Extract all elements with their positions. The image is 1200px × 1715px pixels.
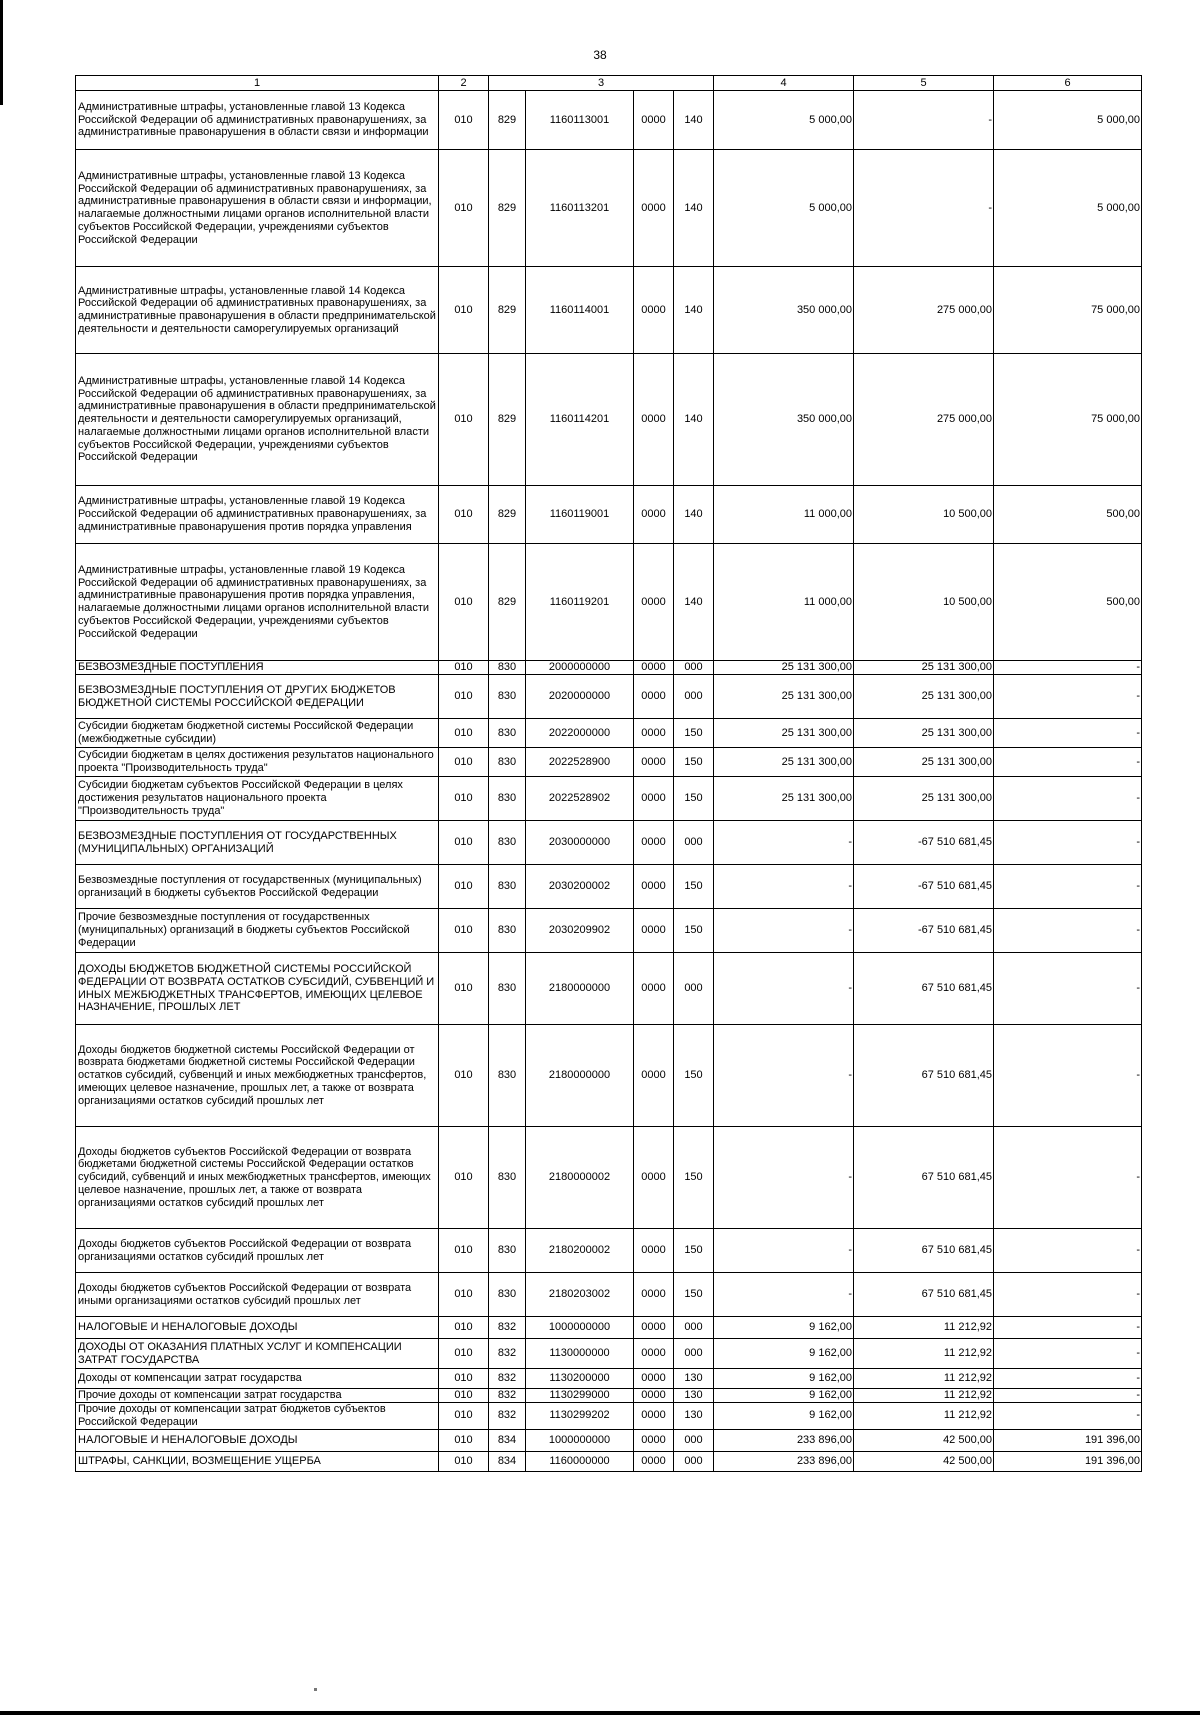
header-col-4: 4 [714, 76, 854, 91]
row-exec-value: 25 131 300,00 [854, 719, 994, 748]
table-row [76, 1273, 1142, 1317]
row-program-code: 0000 [634, 748, 674, 777]
row-name: Административные штрафы, установленные главой 14 Кодекса Российской Федерации об административных правонарушениях, за административные правонарушения в области предпринимательской деятельности и деятельности саморегулируемых организаций, налагаемые должностными лицами органов исполнительной власти субъектов Российской Федерации, учреждениями субъектов Российской Федерации [76, 354, 439, 486]
row-income-code: 2020000000 [526, 675, 634, 719]
row-name: ДОХОДЫ ОТ ОКАЗАНИЯ ПЛАТНЫХ УСЛУГ И КОМПЕНСАЦИИ ЗАТРАТ ГОСУДАРСТВА [76, 1339, 439, 1369]
row-admin-code: 830 [489, 1273, 526, 1317]
row-plan-value: 11 000,00 [714, 544, 854, 661]
table-row [76, 544, 1142, 661]
row-unexec-value: 500,00 [994, 486, 1142, 544]
row-name: Доходы бюджетов субъектов Российской Федерации от возврата иными организациями остатков субсидий прошлых лет [76, 1273, 439, 1317]
row-line-code: 010 [439, 748, 489, 777]
table-row [76, 150, 1142, 267]
row-exec-value: 25 131 300,00 [854, 748, 994, 777]
row-exec-value: - [854, 91, 994, 150]
table-row [76, 267, 1142, 354]
row-income-code: 1160119001 [526, 486, 634, 544]
row-type-code: 000 [674, 953, 714, 1025]
row-type-code: 150 [674, 909, 714, 953]
row-unexec-value: 75 000,00 [994, 354, 1142, 486]
row-unexec-value: - [994, 909, 1142, 953]
row-name: Прочие безвозмездные поступления от государственных (муниципальных) организаций в бюджеты субъектов Российской Федерации [76, 909, 439, 953]
row-unexec-value: 500,00 [994, 544, 1142, 661]
row-plan-value: 5 000,00 [714, 91, 854, 150]
row-program-code: 0000 [634, 1339, 674, 1369]
row-line-code: 010 [439, 150, 489, 267]
row-income-code: 1160113001 [526, 91, 634, 150]
row-admin-code: 829 [489, 486, 526, 544]
row-type-code: 130 [674, 1403, 714, 1430]
row-line-code: 010 [439, 1369, 489, 1389]
row-name: Доходы бюджетов субъектов Российской Федерации от возврата бюджетами бюджетной системы Российской Федерации остатков субсидий, субвенций и иных межбюджетных трансфертов, имеющих целевое назначение, прошлых лет, а также от возврата организациями остатков субсидий прошлых лет [76, 1127, 439, 1229]
row-name: Доходы бюджетов бюджетной системы Российской Федерации от возврата бюджетами бюджетной системы Российской Федерации остатков субсидий, субвенций и иных межбюджетных трансфертов, имеющих целевое назначение, прошлых лет, а также от возврата организациями остатков субсидий прошлых лет [76, 1025, 439, 1127]
row-plan-value: 5 000,00 [714, 150, 854, 267]
row-name: ДОХОДЫ БЮДЖЕТОВ БЮДЖЕТНОЙ СИСТЕМЫ РОССИЙСКОЙ ФЕДЕРАЦИИ ОТ ВОЗВРАТА ОСТАТКОВ СУБСИДИЙ, СУБВЕНЦИЙ И ИНЫХ МЕЖБЮДЖЕТНЫХ ТРАНСФЕРТОВ, ИМЕЮЩИХ ЦЕЛЕВОЕ НАЗНАЧЕНИЕ, ПРОШЛЫХ ЛЕТ [76, 953, 439, 1025]
table-row [76, 777, 1142, 821]
row-program-code: 0000 [634, 821, 674, 865]
row-income-code: 2180000002 [526, 1127, 634, 1229]
row-line-code: 010 [439, 1025, 489, 1127]
row-exec-value: 25 131 300,00 [854, 675, 994, 719]
row-exec-value: 25 131 300,00 [854, 661, 994, 675]
header-col-5: 5 [854, 76, 994, 91]
row-income-code: 2180000000 [526, 953, 634, 1025]
row-unexec-value: - [994, 1025, 1142, 1127]
row-plan-value: 25 131 300,00 [714, 719, 854, 748]
row-line-code: 010 [439, 821, 489, 865]
table-row [76, 1403, 1142, 1430]
row-admin-code: 830 [489, 865, 526, 909]
row-type-code: 150 [674, 748, 714, 777]
row-exec-value: 11 212,92 [854, 1403, 994, 1430]
row-admin-code: 830 [489, 748, 526, 777]
row-type-code: 140 [674, 91, 714, 150]
row-unexec-value: 5 000,00 [994, 91, 1142, 150]
row-program-code: 0000 [634, 1389, 674, 1403]
row-program-code: 0000 [634, 1369, 674, 1389]
row-unexec-value: - [994, 1339, 1142, 1369]
row-program-code: 0000 [634, 909, 674, 953]
row-name: Административные штрафы, установленные главой 13 Кодекса Российской Федерации об административных правонарушениях, за административные правонарушения в области связи и информации, налагаемые должностными лицами органов исполнительной власти субъектов Российской Федерации, учреждениями субъектов Российской Федерации [76, 150, 439, 267]
row-admin-code: 830 [489, 1229, 526, 1273]
row-admin-code: 830 [489, 661, 526, 675]
row-income-code: 1160114201 [526, 354, 634, 486]
row-plan-value: 25 131 300,00 [714, 777, 854, 821]
row-plan-value: - [714, 953, 854, 1025]
row-unexec-value: - [994, 1229, 1142, 1273]
row-admin-code: 832 [489, 1317, 526, 1339]
table-row [76, 821, 1142, 865]
row-type-code: 000 [674, 1339, 714, 1369]
table-row [76, 1229, 1142, 1273]
row-unexec-value: 5 000,00 [994, 150, 1142, 267]
row-line-code: 010 [439, 1429, 489, 1451]
row-unexec-value: - [994, 748, 1142, 777]
row-program-code: 0000 [634, 91, 674, 150]
row-plan-value: 9 162,00 [714, 1317, 854, 1339]
row-exec-value: 11 212,92 [854, 1369, 994, 1389]
row-plan-value: 350 000,00 [714, 354, 854, 486]
row-program-code: 0000 [634, 486, 674, 544]
row-unexec-value: - [994, 719, 1142, 748]
row-type-code: 000 [674, 1429, 714, 1451]
row-exec-value: 67 510 681,45 [854, 1273, 994, 1317]
row-unexec-value: - [994, 1127, 1142, 1229]
row-name: Субсидии бюджетам в целях достижения результатов национального проекта "Производительность труда" [76, 748, 439, 777]
row-program-code: 0000 [634, 865, 674, 909]
row-unexec-value: - [994, 821, 1142, 865]
row-type-code: 140 [674, 354, 714, 486]
row-plan-value: - [714, 821, 854, 865]
row-line-code: 010 [439, 719, 489, 748]
row-income-code: 2022000000 [526, 719, 634, 748]
row-name: ШТРАФЫ, САНКЦИИ, ВОЗМЕЩЕНИЕ УЩЕРБА [76, 1451, 439, 1471]
table-row [76, 354, 1142, 486]
row-program-code: 0000 [634, 953, 674, 1025]
row-line-code: 010 [439, 865, 489, 909]
row-income-code: 1130200000 [526, 1369, 634, 1389]
row-admin-code: 830 [489, 1127, 526, 1229]
row-admin-code: 829 [489, 150, 526, 267]
row-plan-value: 11 000,00 [714, 486, 854, 544]
row-unexec-value: 75 000,00 [994, 267, 1142, 354]
header-col-1: 1 [76, 76, 439, 91]
row-plan-value: 233 896,00 [714, 1451, 854, 1471]
page-number: 38 [593, 48, 607, 62]
row-program-code: 0000 [634, 1127, 674, 1229]
row-program-code: 0000 [634, 1273, 674, 1317]
table-row [76, 91, 1142, 150]
row-program-code: 0000 [634, 777, 674, 821]
row-plan-value: 25 131 300,00 [714, 675, 854, 719]
row-exec-value: 42 500,00 [854, 1451, 994, 1471]
row-name: Административные штрафы, установленные главой 19 Кодекса Российской Федерации об административных правонарушениях, за административные правонарушения против порядка управления [76, 486, 439, 544]
row-type-code: 000 [674, 675, 714, 719]
table-row [76, 1369, 1142, 1389]
row-type-code: 140 [674, 267, 714, 354]
row-program-code: 0000 [634, 719, 674, 748]
row-income-code: 1130000000 [526, 1339, 634, 1369]
row-plan-value: 9 162,00 [714, 1369, 854, 1389]
row-admin-code: 830 [489, 953, 526, 1025]
header-col-6: 6 [994, 76, 1142, 91]
table-row [76, 719, 1142, 748]
row-income-code: 2030000000 [526, 821, 634, 865]
table-row [76, 675, 1142, 719]
row-income-code: 2022528902 [526, 777, 634, 821]
row-line-code: 010 [439, 354, 489, 486]
row-program-code: 0000 [634, 675, 674, 719]
row-program-code: 0000 [634, 1025, 674, 1127]
row-admin-code: 832 [489, 1339, 526, 1369]
row-type-code: 000 [674, 821, 714, 865]
row-exec-value: 10 500,00 [854, 544, 994, 661]
row-income-code: 1130299000 [526, 1389, 634, 1403]
row-line-code: 010 [439, 675, 489, 719]
table-row [76, 486, 1142, 544]
row-program-code: 0000 [634, 1229, 674, 1273]
row-unexec-value: - [994, 675, 1142, 719]
row-exec-value: 11 212,92 [854, 1389, 994, 1403]
row-name: Административные штрафы, установленные главой 14 Кодекса Российской Федерации об административных правонарушениях, за административные правонарушения в области предпринимательской деятельности и деятельности саморегулируемых организаций [76, 267, 439, 354]
row-program-code: 0000 [634, 1451, 674, 1471]
row-type-code: 150 [674, 865, 714, 909]
row-plan-value: - [714, 909, 854, 953]
row-type-code: 000 [674, 661, 714, 675]
row-income-code: 1160113201 [526, 150, 634, 267]
row-plan-value: - [714, 865, 854, 909]
table-row [76, 748, 1142, 777]
row-admin-code: 830 [489, 777, 526, 821]
row-type-code: 130 [674, 1369, 714, 1389]
row-unexec-value: - [994, 1273, 1142, 1317]
table-row [76, 661, 1142, 675]
row-exec-value: - [854, 150, 994, 267]
row-program-code: 0000 [634, 661, 674, 675]
row-plan-value: 233 896,00 [714, 1429, 854, 1451]
row-unexec-value: - [994, 777, 1142, 821]
row-type-code: 130 [674, 1389, 714, 1403]
row-income-code: 1160119201 [526, 544, 634, 661]
row-unexec-value: - [994, 661, 1142, 675]
table-header-row [76, 76, 1142, 91]
table-row [76, 1317, 1142, 1339]
row-plan-value: 9 162,00 [714, 1403, 854, 1430]
row-admin-code: 830 [489, 909, 526, 953]
row-admin-code: 830 [489, 1025, 526, 1127]
row-type-code: 140 [674, 486, 714, 544]
row-name: Прочие доходы от компенсации затрат государства [76, 1389, 439, 1403]
row-plan-value: 9 162,00 [714, 1339, 854, 1369]
row-name: НАЛОГОВЫЕ И НЕНАЛОГОВЫЕ ДОХОДЫ [76, 1429, 439, 1451]
row-admin-code: 830 [489, 675, 526, 719]
row-exec-value: -67 510 681,45 [854, 909, 994, 953]
row-program-code: 0000 [634, 1403, 674, 1430]
row-line-code: 010 [439, 1273, 489, 1317]
row-name: Административные штрафы, установленные главой 13 Кодекса Российской Федерации об административных правонарушениях, за административные правонарушения в области связи и информации [76, 91, 439, 150]
table-row [76, 1339, 1142, 1369]
row-admin-code: 832 [489, 1369, 526, 1389]
row-name: БЕЗВОЗМЕЗДНЫЕ ПОСТУПЛЕНИЯ ОТ ГОСУДАРСТВЕННЫХ (МУНИЦИПАЛЬНЫХ) ОРГАНИЗАЦИЙ [76, 821, 439, 865]
row-line-code: 010 [439, 1127, 489, 1229]
row-plan-value: - [714, 1229, 854, 1273]
row-admin-code: 832 [489, 1389, 526, 1403]
row-admin-code: 834 [489, 1429, 526, 1451]
table-row [76, 865, 1142, 909]
row-unexec-value: - [994, 1389, 1142, 1403]
row-line-code: 010 [439, 953, 489, 1025]
row-plan-value: 350 000,00 [714, 267, 854, 354]
row-admin-code: 830 [489, 719, 526, 748]
row-line-code: 010 [439, 486, 489, 544]
row-type-code: 140 [674, 150, 714, 267]
row-admin-code: 829 [489, 267, 526, 354]
row-admin-code: 832 [489, 1403, 526, 1430]
row-exec-value: 67 510 681,45 [854, 1229, 994, 1273]
row-program-code: 0000 [634, 1429, 674, 1451]
row-program-code: 0000 [634, 544, 674, 661]
row-income-code: 2180000000 [526, 1025, 634, 1127]
row-admin-code: 829 [489, 91, 526, 150]
row-admin-code: 834 [489, 1451, 526, 1471]
row-income-code: 1000000000 [526, 1317, 634, 1339]
row-plan-value: - [714, 1273, 854, 1317]
row-unexec-value: - [994, 1403, 1142, 1430]
row-type-code: 140 [674, 544, 714, 661]
row-line-code: 010 [439, 1403, 489, 1430]
row-name: Административные штрафы, установленные главой 19 Кодекса Российской Федерации об административных правонарушениях, за административные правонарушения против порядка управления, налагаемые должностными лицами органов исполнительной власти субъектов Российской Федерации, учреждениями субъектов Российской Федерации [76, 544, 439, 661]
table-row [76, 1025, 1142, 1127]
row-name: Доходы бюджетов субъектов Российской Федерации от возврата организациями остатков субсидий прошлых лет [76, 1229, 439, 1273]
row-income-code: 2180203002 [526, 1273, 634, 1317]
row-income-code: 2180200002 [526, 1229, 634, 1273]
table-row [76, 953, 1142, 1025]
table-row [76, 1127, 1142, 1229]
row-line-code: 010 [439, 91, 489, 150]
row-plan-value: 25 131 300,00 [714, 661, 854, 675]
row-line-code: 010 [439, 267, 489, 354]
row-type-code: 150 [674, 1273, 714, 1317]
row-income-code: 2030209902 [526, 909, 634, 953]
row-type-code: 150 [674, 777, 714, 821]
row-program-code: 0000 [634, 267, 674, 354]
row-line-code: 010 [439, 1317, 489, 1339]
header-col-3: 3 [489, 76, 714, 91]
row-type-code: 150 [674, 1025, 714, 1127]
row-income-code: 2030200002 [526, 865, 634, 909]
row-line-code: 010 [439, 1389, 489, 1403]
scan-dot [314, 1688, 317, 1691]
row-exec-value: -67 510 681,45 [854, 865, 994, 909]
row-exec-value: 275 000,00 [854, 354, 994, 486]
row-unexec-value: - [994, 1317, 1142, 1339]
row-name: Безвозмездные поступления от государственных (муниципальных) организаций в бюджеты субъектов Российской Федерации [76, 865, 439, 909]
row-exec-value: 11 212,92 [854, 1339, 994, 1369]
row-admin-code: 830 [489, 821, 526, 865]
scan-bottom-edge [0, 1711, 1200, 1715]
row-plan-value: 25 131 300,00 [714, 748, 854, 777]
table-row [76, 1389, 1142, 1403]
row-exec-value: 275 000,00 [854, 267, 994, 354]
row-income-code: 1160000000 [526, 1451, 634, 1471]
row-line-code: 010 [439, 777, 489, 821]
row-income-code: 1160114001 [526, 267, 634, 354]
row-exec-value: 10 500,00 [854, 486, 994, 544]
row-exec-value: 42 500,00 [854, 1429, 994, 1451]
row-program-code: 0000 [634, 150, 674, 267]
row-program-code: 0000 [634, 354, 674, 486]
row-exec-value: 67 510 681,45 [854, 1127, 994, 1229]
row-line-code: 010 [439, 1229, 489, 1273]
header-col-2: 2 [439, 76, 489, 91]
row-unexec-value: - [994, 1369, 1142, 1389]
row-exec-value: 11 212,92 [854, 1317, 994, 1339]
row-line-code: 010 [439, 661, 489, 675]
row-plan-value: - [714, 1025, 854, 1127]
row-exec-value: 67 510 681,45 [854, 953, 994, 1025]
row-exec-value: -67 510 681,45 [854, 821, 994, 865]
row-line-code: 010 [439, 1339, 489, 1369]
row-name: БЕЗВОЗМЕЗДНЫЕ ПОСТУПЛЕНИЯ ОТ ДРУГИХ БЮДЖЕТОВ БЮДЖЕТНОЙ СИСТЕМЫ РОССИЙСКОЙ ФЕДЕРАЦИИ [76, 675, 439, 719]
row-unexec-value: 191 396,00 [994, 1451, 1142, 1471]
row-line-code: 010 [439, 909, 489, 953]
row-type-code: 150 [674, 1127, 714, 1229]
row-admin-code: 829 [489, 354, 526, 486]
row-exec-value: 25 131 300,00 [854, 777, 994, 821]
row-income-code: 2000000000 [526, 661, 634, 675]
row-income-code: 1130299202 [526, 1403, 634, 1430]
row-plan-value: - [714, 1127, 854, 1229]
row-income-code: 1000000000 [526, 1429, 634, 1451]
row-name: Субсидии бюджетам субъектов Российской Федерации в целях достижения результатов национального проекта "Производительность труда" [76, 777, 439, 821]
row-type-code: 000 [674, 1317, 714, 1339]
table-row [76, 909, 1142, 953]
row-exec-value: 67 510 681,45 [854, 1025, 994, 1127]
revenue-table [75, 75, 1142, 1472]
row-type-code: 000 [674, 1451, 714, 1471]
row-unexec-value: - [994, 953, 1142, 1025]
row-name: НАЛОГОВЫЕ И НЕНАЛОГОВЫЕ ДОХОДЫ [76, 1317, 439, 1339]
row-name: Доходы от компенсации затрат государства [76, 1369, 439, 1389]
row-plan-value: 9 162,00 [714, 1389, 854, 1403]
row-program-code: 0000 [634, 1317, 674, 1339]
row-unexec-value: - [994, 865, 1142, 909]
row-type-code: 150 [674, 1229, 714, 1273]
row-name: Прочие доходы от компенсации затрат бюджетов субъектов Российской Федерации [76, 1403, 439, 1430]
row-type-code: 150 [674, 719, 714, 748]
row-name: Субсидии бюджетам бюджетной системы Российской Федерации (межбюджетные субсидии) [76, 719, 439, 748]
row-line-code: 010 [439, 544, 489, 661]
row-name: БЕЗВОЗМЕЗДНЫЕ ПОСТУПЛЕНИЯ [76, 661, 439, 675]
table-row [76, 1451, 1142, 1471]
row-admin-code: 829 [489, 544, 526, 661]
row-line-code: 010 [439, 1451, 489, 1471]
row-income-code: 2022528900 [526, 748, 634, 777]
table-row [76, 1429, 1142, 1451]
row-unexec-value: 191 396,00 [994, 1429, 1142, 1451]
